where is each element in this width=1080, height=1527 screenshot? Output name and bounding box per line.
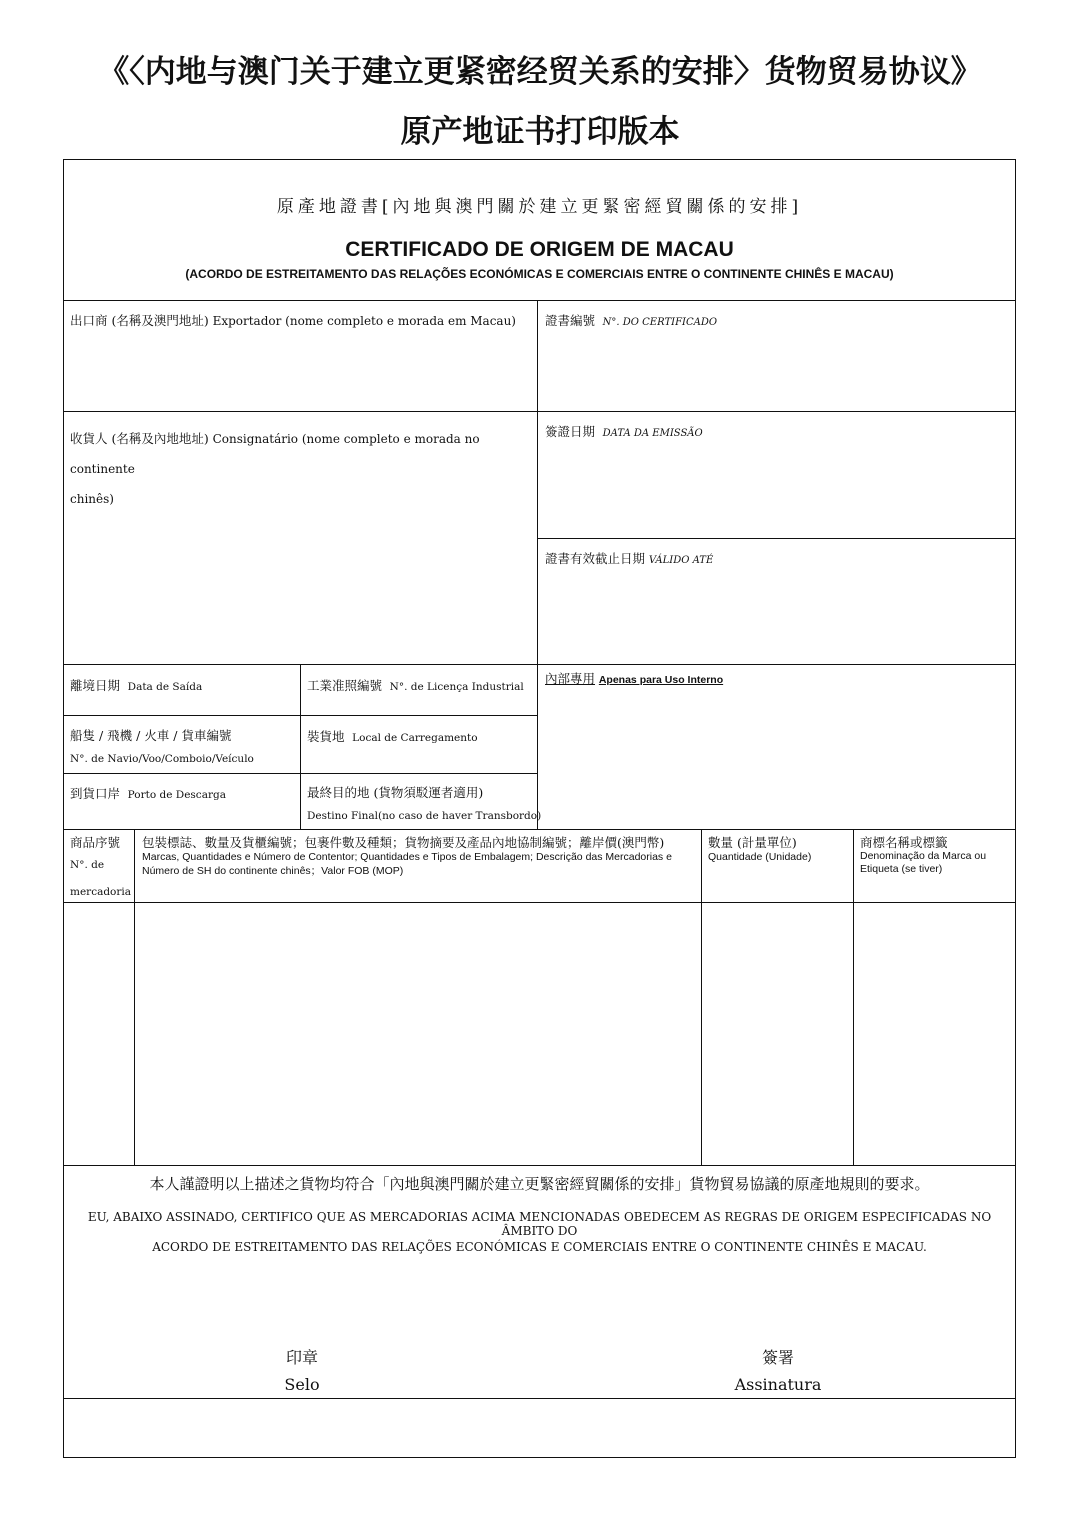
col-item-cn: 商品序號 [70, 835, 121, 850]
page-subtitle: 原产地证书打印版本 [400, 114, 680, 150]
valid-until-label[interactable] [545, 551, 713, 568]
license-no-label[interactable] [307, 678, 524, 695]
departure-date-label-cn: 離境日期 [70, 678, 121, 693]
cert-no-label-cn: 證書編號 [545, 313, 596, 328]
license-no-label-pt: N°. de Licença Industrial [389, 681, 524, 693]
col-desc-header [142, 835, 698, 878]
col-qty-cn: 數量 (計量單位) [708, 835, 797, 850]
consignee-label-pt2: chinês) [70, 492, 114, 506]
vessel-label[interactable] [70, 728, 254, 767]
declaration-pt-line1: EU, ABAIXO ASSINADO, CERTIFICO QUE AS MERCADORIAS ACIMA MENCIONADAS OBEDECEM AS REGRAS DE ORIGEM ESPECIFICADAS NO ÂMBITO DO [87, 1210, 992, 1238]
col-brand-header [860, 835, 1012, 876]
internal-use-label-pt: Apenas para Uso Interno [598, 674, 724, 686]
col-desc-cn: 包裝標誌、數量及貨櫃編號；包裹件數及種類；貨物摘要及產品內地協制編號；離岸價(澳門幣) [142, 835, 665, 850]
goods-brand-cell[interactable] [854, 903, 1015, 1164]
col-desc-pt2: Número de SH do continente chinês；Valor FOB (MOP) [142, 865, 404, 877]
loading-label[interactable] [307, 729, 478, 746]
issue-date-label[interactable] [545, 424, 703, 441]
page-title: 《〈内地与澳门关于建立更紧密经贸关系的安排〉货物贸易协议》 [98, 54, 982, 90]
discharge-label[interactable] [70, 786, 226, 803]
col-qty-header [708, 835, 850, 865]
destination-label[interactable] [307, 785, 541, 824]
col-brand-pt2: Etiqueta (se tiver) [860, 863, 943, 875]
issue-date-label-cn: 簽證日期 [545, 424, 596, 439]
consignee-label-pt: Consignatário (nome completo e morada no continente [70, 432, 480, 476]
col-qty-pt: Quantidade (Unidade) [708, 851, 812, 863]
goods-description-cell[interactable] [135, 903, 700, 1164]
loading-label-pt: Local de Carregamento [352, 732, 478, 744]
divider [63, 829, 1016, 830]
declaration-cn: 本人謹證明以上描述之貨物均符合「內地與澳門關於建立更緊密經貿關係的安排」貨物貿易協議的原產地規則的要求。 [149, 1175, 930, 1193]
divider [63, 300, 1016, 301]
departure-date-label-pt: Data de Saída [127, 681, 203, 693]
goods-quantity-cell[interactable] [702, 903, 852, 1164]
goods-item-cell[interactable] [64, 903, 134, 1164]
divider [537, 300, 538, 829]
certificate-title: CERTIFICADO DE ORIGEM DE MACAU [345, 238, 734, 261]
valid-until-label-cn: 證書有效截止日期 [545, 551, 646, 566]
license-no-label-cn: 工業准照編號 [307, 678, 383, 693]
seal-label-cn: 印章 [285, 1348, 318, 1367]
certificate-subtitle: (ACORDO DE ESTREITAMENTO DAS RELAÇÕES ECONÓMICAS E COMERCIAIS ENTRE O CONTINENTE CHINÊS E MACAU) [185, 267, 894, 281]
internal-use-label [545, 671, 723, 688]
issue-date-label-pt: DATA DA EMISSÃO [602, 428, 703, 439]
signature-label-pt: Assinatura [734, 1375, 822, 1394]
declaration-pt-line2: ACORDO DE ESTREITAMENTO DAS RELAÇÕES ECONÓMICAS E COMERCIAIS ENTRE O CONTINENTE CHINÊS E MACAU. [152, 1240, 927, 1254]
seal-label-pt: Selo [284, 1375, 320, 1394]
vessel-label-pt: N°. de Navio/Voo/Comboio/Veículo [70, 753, 254, 765]
divider [300, 664, 301, 829]
destination-label-cn: 最終目的地 (貨物須駁運者適用) [307, 785, 484, 800]
col-item-header [70, 835, 132, 900]
col-brand-cn: 商標名稱或標籤 [860, 835, 948, 850]
destination-label-pt: Destino Final(no caso de haver Transbordo) [307, 810, 542, 822]
cert-no-label-pt: N°. DO CERTIFICADO [602, 317, 718, 328]
departure-date-label[interactable] [70, 678, 202, 695]
certificate-cn-heading: 原產地證書[內地與澳門關於建立更緊密經貿關係的安排] [276, 197, 803, 217]
divider [63, 1165, 1016, 1166]
exporter-label-pt: Exportador (nome completo e morada em Macau) [212, 314, 516, 328]
footer-blank-cell[interactable] [64, 1399, 1015, 1457]
loading-label-cn: 裝貨地 [307, 729, 345, 744]
consignee-label-cn: 收貨人 (名稱及內地地址) [70, 431, 209, 446]
divider [63, 411, 1016, 412]
cert-no-label[interactable] [545, 313, 717, 330]
vessel-label-cn: 船隻 / 飛機 / 火車 / 貨車編號 [70, 728, 232, 743]
col-desc-pt1: Marcas, Quantidades e Número de Contentor; Quantidades e Tipos de Embalagem; Descrição das Mercadorias e [142, 851, 672, 863]
discharge-label-pt: Porto de Descarga [127, 789, 226, 801]
valid-until-label-pt: VÁLIDO ATÉ [648, 555, 714, 566]
internal-use-label-cn: 內部專用 [545, 671, 596, 686]
signature-label-cn: 簽署 [761, 1348, 794, 1367]
col-item-pt1: N°. de [70, 859, 105, 871]
col-item-pt2: mercadoria [70, 886, 132, 898]
exporter-label-cn: 出口商 (名稱及澳門地址) [70, 313, 209, 328]
col-brand-pt1: Denominação da Marca ou [860, 850, 987, 862]
divider [63, 664, 1016, 665]
exporter-label[interactable] [70, 313, 516, 329]
divider [537, 538, 1016, 539]
discharge-label-cn: 到貨口岸 [70, 786, 121, 801]
consignee-label[interactable] [70, 424, 530, 514]
